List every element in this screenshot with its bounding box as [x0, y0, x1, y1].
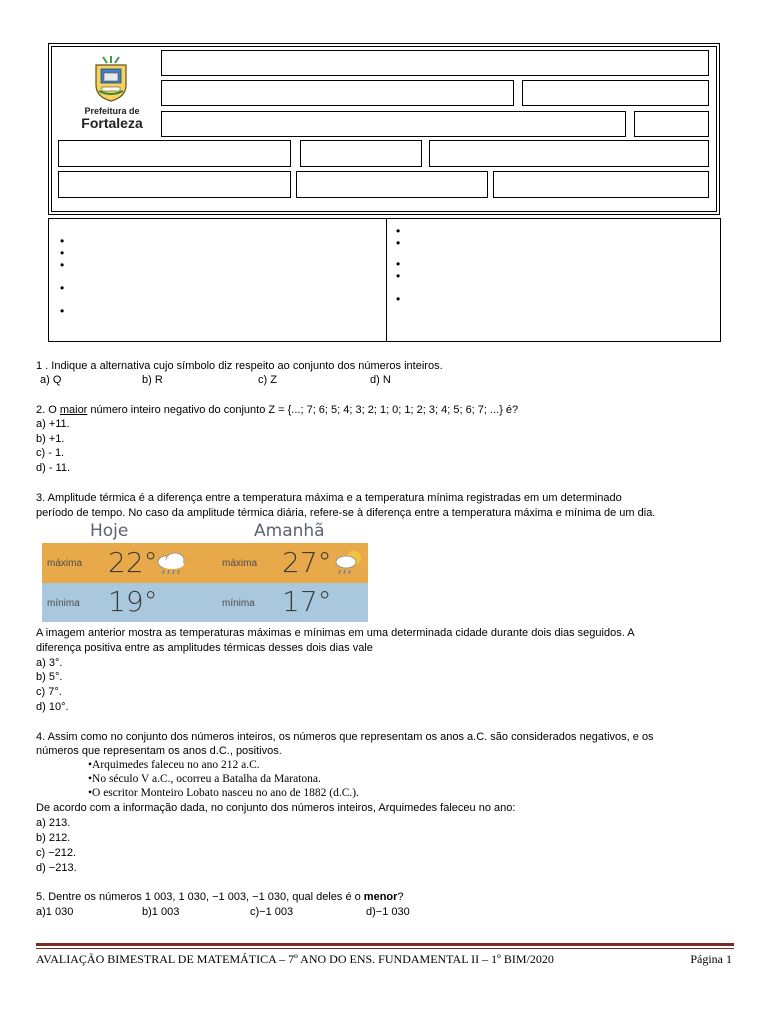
- weather-min-label-1: mínima: [47, 598, 80, 609]
- q5-option-b: b)1 003: [142, 906, 180, 918]
- class-field[interactable]: [300, 140, 422, 167]
- signature-field[interactable]: [493, 171, 709, 198]
- date-field[interactable]: [58, 171, 291, 198]
- q4-fact-2: •No século V a.C., ocorreu a Batalha da Maratona.: [88, 773, 321, 785]
- q2-option-b: b) +1.: [36, 433, 65, 445]
- q2-option-d: d) - 11.: [36, 462, 71, 474]
- bullet: •: [396, 236, 401, 250]
- q2-emphasis: maior: [59, 404, 88, 416]
- instructions-box: [48, 218, 721, 342]
- q5-option-a: a)1 030: [36, 906, 74, 918]
- bullet: •: [396, 257, 401, 271]
- footer-rule-thick: [36, 943, 734, 946]
- bullet: •: [60, 246, 65, 260]
- question-3-after-1: A imagem anterior mostra as temperaturas máximas e mínimas em uma determinada cidade durante dois dias seguidos. A: [36, 627, 635, 639]
- question-2-text: [36, 404, 518, 417]
- bullet: •: [60, 258, 65, 272]
- weather-min-label-2: mínima: [222, 598, 255, 609]
- weather-day2-label: Amanhã: [254, 521, 325, 541]
- q4-option-c: c) −212.: [36, 847, 77, 859]
- q5-emphasis: menor: [363, 891, 398, 903]
- q5-option-d: d)−1 030: [366, 906, 410, 918]
- bullet: •: [60, 304, 65, 318]
- q2-option-a: a) +11.: [36, 418, 70, 430]
- question-3-text-2: período de tempo. No caso da amplitude térmica diária, refere-se à diferença entre a temperatura máxima e mínima de um dia.: [36, 507, 656, 519]
- weather-figure: [42, 523, 368, 622]
- q3-option-a: a) 3°.: [36, 657, 63, 669]
- q1-option-d: d) N: [370, 374, 391, 386]
- student-name-field[interactable]: [161, 111, 626, 137]
- footer-rule-thin: [36, 948, 734, 949]
- weather-max-label-1: máxima: [47, 558, 83, 569]
- series-field[interactable]: [58, 140, 291, 167]
- q2-option-c: c) - 1.: [36, 447, 65, 459]
- footer-title: AVALIAÇÃO BIMESTRAL DE MATEMÁTICA – 7º ANO DO ENS. FUNDAMENTAL II – 1º BIM/2020: [36, 952, 554, 966]
- shift-field[interactable]: [429, 140, 709, 167]
- q1-option-c: c) Z: [258, 374, 277, 386]
- city-logo: [88, 55, 134, 103]
- question-4-text-2: números que representam os anos d.C., positivos.: [36, 745, 282, 757]
- instructions-divider: [386, 218, 387, 342]
- q5-suffix: ?: [397, 891, 404, 903]
- logo-line2: Fortaleza: [81, 115, 143, 131]
- weather-max-label-2: máxima: [222, 558, 258, 569]
- school-name-field[interactable]: [161, 50, 709, 76]
- q2-suffix: número inteiro negativo do conjunto Z = {...; 7; 6; 5; 4; 3; 2; 1; 0; 1; 2; 3; 4; 5; 6; 7; ...} é?: [87, 404, 519, 416]
- weather-day2-min: 17°: [282, 585, 332, 618]
- q4-option-b: b) 212.: [36, 832, 71, 844]
- grade-field[interactable]: [296, 171, 488, 198]
- bullet: •: [396, 224, 401, 238]
- coat-of-arms-icon: [88, 55, 134, 103]
- q5-option-c: c)−1 003: [250, 906, 294, 918]
- bullet: •: [60, 281, 65, 295]
- page-number: Página 1: [690, 952, 732, 966]
- question-3-text-1: 3. Amplitude térmica é a diferença entre a temperatura máxima e a temperatura mínima registradas em um determinado: [36, 492, 622, 504]
- question-3-after-2: diferença positiva entre as amplitudes térmicas desses dois dias vale: [36, 642, 373, 654]
- question-1-text: 1 . Indique a alternativa cujo símbolo diz respeito ao conjunto dos números inteiros.: [36, 360, 443, 372]
- cloud-rain-icon: [154, 550, 190, 576]
- q1-option-a: a) Q: [40, 374, 62, 386]
- bullet: •: [60, 234, 65, 248]
- bullet: •: [396, 292, 401, 306]
- q4-fact-3: •O escritor Monteiro Lobato nasceu no ano de 1882 (d.C.).: [88, 787, 360, 799]
- q2-prefix: 2. O: [36, 404, 60, 416]
- q3-option-b: b) 5°.: [36, 671, 63, 683]
- logo-line1: Prefeitura de: [84, 106, 140, 116]
- q1-option-b: b) R: [142, 374, 163, 386]
- q5-prefix: 5. Dentre os números 1 003, 1 030, −1 003, −1 030, qual deles é o: [36, 891, 364, 903]
- question-4-ask: De acordo com a informação dada, no conjunto dos números inteiros, Arquimedes faleceu no ano:: [36, 802, 516, 814]
- bullet: •: [396, 269, 401, 283]
- weather-day1-max: 22°: [108, 546, 158, 579]
- q4-fact-1: •Arquimedes faleceu no ano 212 a.C.: [88, 759, 260, 771]
- weather-day1-min: 19°: [108, 585, 158, 618]
- q4-option-a: a) 213.: [36, 817, 71, 829]
- weather-day1-label: Hoje: [90, 521, 129, 541]
- weather-day2-max: 27°: [282, 546, 332, 579]
- question-5-text: [36, 891, 404, 904]
- q3-option-c: c) 7°.: [36, 686, 62, 698]
- question-4-text-1: 4. Assim como no conjunto dos números inteiros, os números que representam os anos a.C. são considerados negativos, e os: [36, 731, 654, 743]
- sun-cloud-rain-icon: [332, 547, 366, 577]
- q4-option-d: d) −213.: [36, 862, 77, 874]
- q3-option-d: d) 10°.: [36, 701, 69, 713]
- discipline-field[interactable]: [522, 80, 709, 106]
- teacher-field[interactable]: [161, 80, 514, 106]
- number-field[interactable]: [634, 111, 709, 137]
